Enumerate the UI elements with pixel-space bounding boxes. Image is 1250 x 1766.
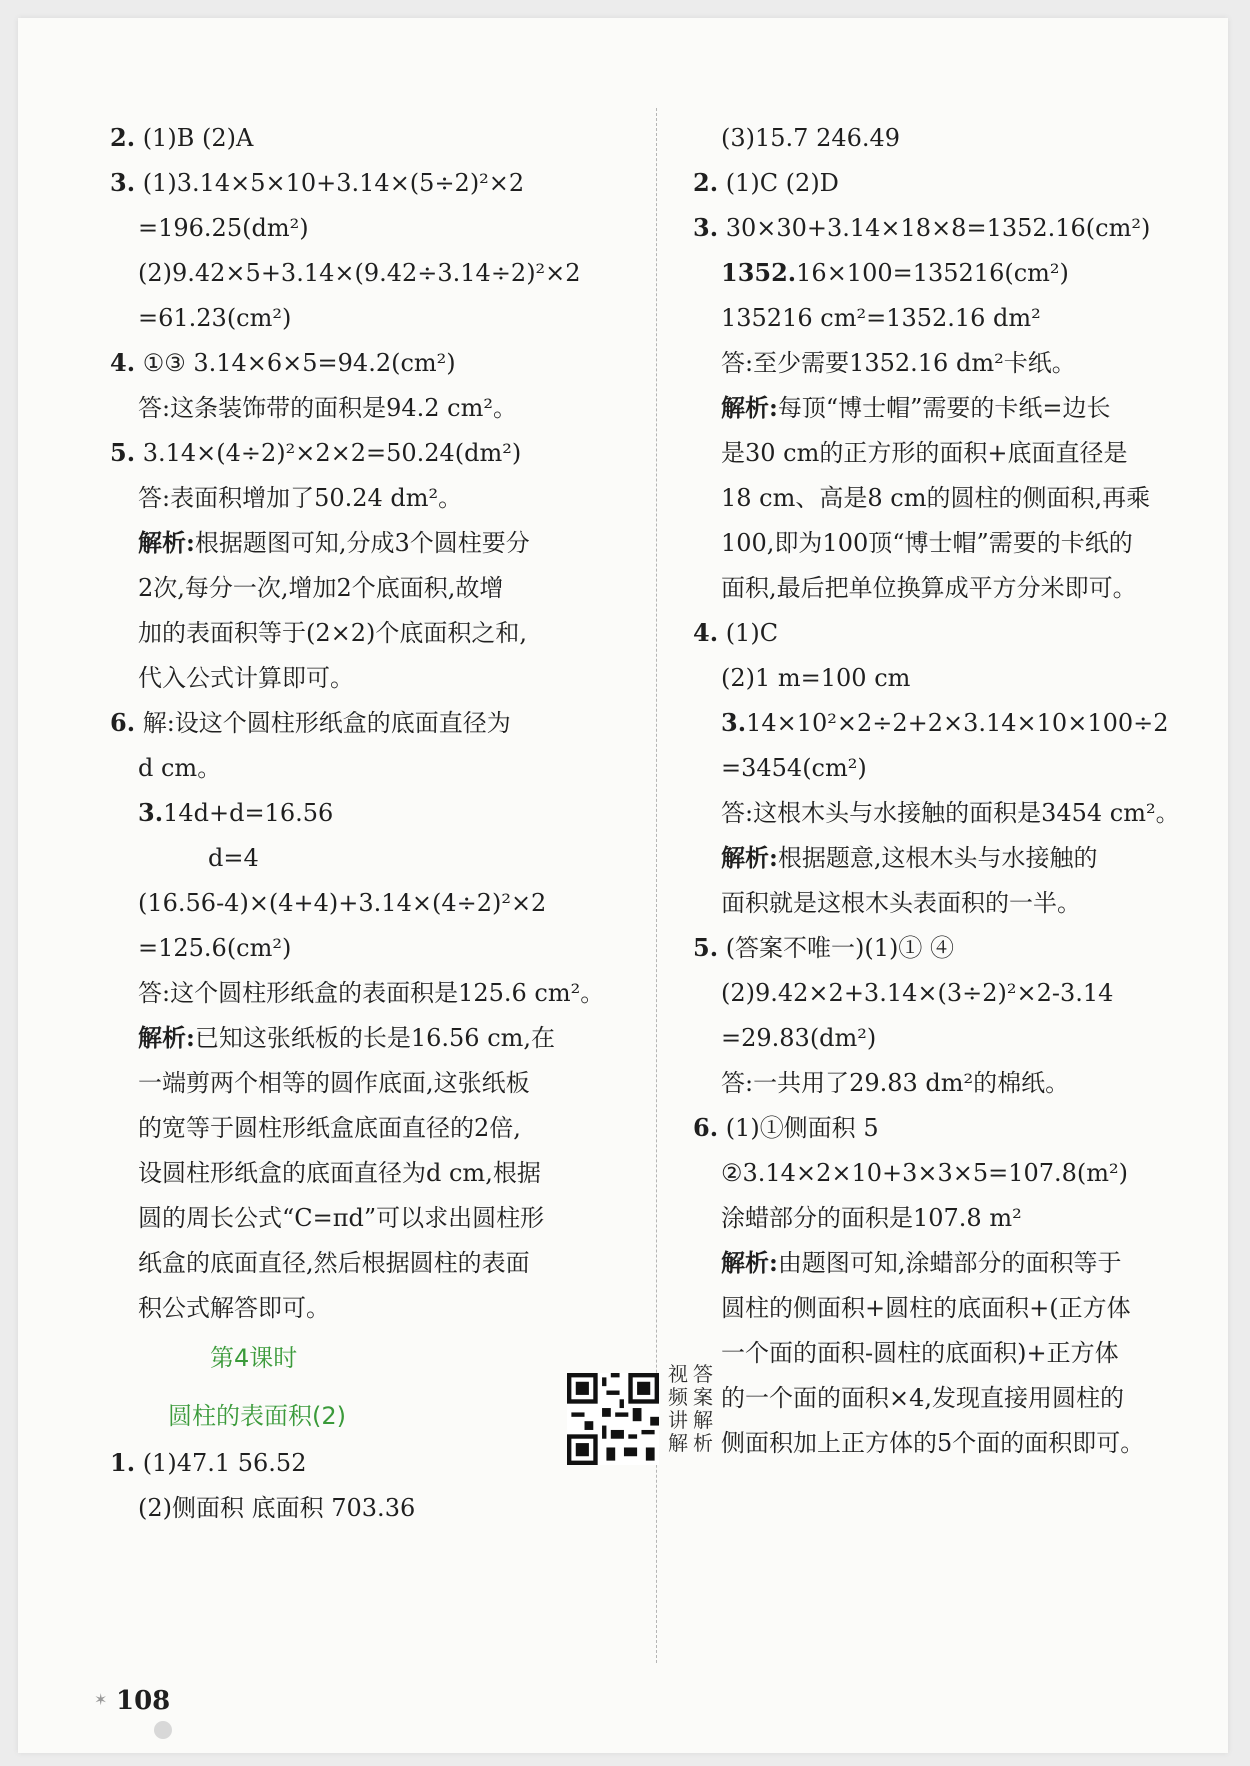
answer-line: 5. (答案不唯一)(1)① ④ [693,933,955,962]
analysis-line: 2次,每分一次,增加2个底面积,故增 [138,574,504,602]
page-dot-decoration [154,1721,172,1739]
equation-line: (16.56-4)×(4+4)+3.14×(4÷2)²×2 [138,889,547,917]
analysis-line: 是30 cm的正方形的面积+底面直径是 [721,439,1128,467]
answer-line: (3)15.7 246.49 [721,124,901,152]
equation-line: (2)1 m=100 cm [721,664,911,692]
page-number: 108 [116,1686,171,1716]
equation-line: 1352.16×100=135216(cm²) [721,258,1069,287]
page [18,18,1228,1753]
analysis-line: 侧面积加上正方体的5个面的面积即可。 [721,1429,1145,1457]
analysis-line: 解析:已知这张纸板的长是16.56 cm,在 [138,1023,556,1052]
analysis-line: 面积,最后把单位换算成平方分米即可。 [721,574,1137,602]
lesson-title: 第4课时 [210,1344,298,1372]
analysis-line: 积公式解答即可。 [138,1294,330,1322]
lesson-subtitle: 圆柱的表面积(2) [168,1402,346,1430]
analysis-line: 加的表面积等于(2×2)个底面积之和, [138,619,528,647]
equation-line: =3454(cm²) [721,754,867,782]
analysis-line: 设圆柱形纸盒的底面直径为d cm,根据 [138,1159,541,1187]
answer-line: 答:这个圆柱形纸盒的表面积是125.6 cm²。 [138,979,605,1007]
qr-code-icon[interactable] [567,1373,659,1465]
video-explanation-label: 视频讲解 [668,1362,688,1455]
answer-line: 2. (1)C (2)D [693,168,839,197]
analysis-line: 的一个面的面积×4,发现直接用圆柱的 [721,1384,1125,1412]
answer-line: 2. (1)B (2)A [110,123,254,152]
equation-line: 3.14×10²×2÷2+2×3.14×10×100÷2 [721,708,1169,737]
answer-line: 4. ①③ 3.14×6×5=94.2(cm²) [110,348,456,377]
answer-line: d cm。 [138,754,222,782]
equation-line: d=4 [208,844,259,872]
equation-line: =29.83(dm²) [721,1024,877,1052]
answer-line: 答:表面积增加了50.24 dm²。 [138,484,463,512]
answer-line: 5. 3.14×(4÷2)²×2×2=50.24(dm²) [110,438,522,467]
equation-line: ②3.14×2×10+3×3×5=107.8(m²) [721,1159,1129,1187]
equation-line: =125.6(cm²) [138,934,292,962]
analysis-line: 纸盒的底面直径,然后根据圆柱的表面 [138,1249,530,1277]
answer-line: 6. 解:设这个圆柱形纸盒的底面直径为 [110,708,511,737]
answer-line: 答:这根木头与水接触的面积是3454 cm²。 [721,799,1180,827]
equation-line: 3.14d+d=16.56 [138,798,334,827]
answer-line: =61.23(cm²) [138,304,292,332]
analysis-line: 100,即为100顶“博士帽”需要的卡纸的 [721,529,1133,557]
answer-line: 答:一共用了29.83 dm²的棉纸。 [721,1069,1070,1097]
analysis-line: 解析:由题图可知,涂蜡部分的面积等于 [721,1248,1122,1277]
equation-line: 135216 cm²=1352.16 dm² [721,304,1041,332]
answer-line: =196.25(dm²) [138,214,309,242]
analysis-line: 18 cm、高是8 cm的圆柱的侧面积,再乘 [721,484,1151,512]
star-icon: ✶ [94,1690,108,1709]
analysis-line: 面积就是这根木头表面积的一半。 [721,889,1081,917]
analysis-line: 解析:根据题意,这根木头与水接触的 [721,843,1098,872]
answer-analysis-label: 答案解析 [693,1362,713,1455]
analysis-line: 解析:根据题图可知,分成3个圆柱要分 [138,528,530,557]
analysis-line: 一个面的面积-圆柱的底面积)+正方体 [721,1339,1119,1367]
analysis-line: 一端剪两个相等的圆作底面,这张纸板 [138,1069,530,1097]
answer-line: (2)9.42×5+3.14×(9.42÷3.14÷2)²×2 [138,259,581,287]
analysis-line: 解析:每顶“博士帽”需要的卡纸=边长 [721,393,1111,422]
answer-line: 3. (1)3.14×5×10+3.14×(5÷2)²×2 [110,168,525,197]
answer-line: 6. (1)①侧面积 5 [693,1113,879,1142]
answer-line: 答:至少需要1352.16 dm²卡纸。 [721,349,1076,377]
answer-line: 答:这条装饰带的面积是94.2 cm²。 [138,394,517,422]
equation-line: (2)9.42×2+3.14×(3÷2)²×2-3.14 [721,979,1114,1007]
answer-line: 3. 30×30+3.14×18×8=1352.16(cm²) [693,213,1151,242]
analysis-line: 的宽等于圆柱形纸盒底面直径的2倍, [138,1114,521,1142]
analysis-line: 代入公式计算即可。 [138,664,354,692]
analysis-line: 圆的周长公式“C=πd”可以求出圆柱形 [138,1204,545,1232]
answer-line: (2)侧面积 底面积 703.36 [138,1494,416,1522]
answer-line: 涂蜡部分的面积是107.8 m² [721,1204,1022,1232]
answer-line: 4. (1)C [693,618,779,647]
analysis-line: 圆柱的侧面积+圆柱的底面积+(正方体 [721,1294,1131,1322]
answer-line: 1. (1)47.1 56.52 [110,1448,307,1477]
